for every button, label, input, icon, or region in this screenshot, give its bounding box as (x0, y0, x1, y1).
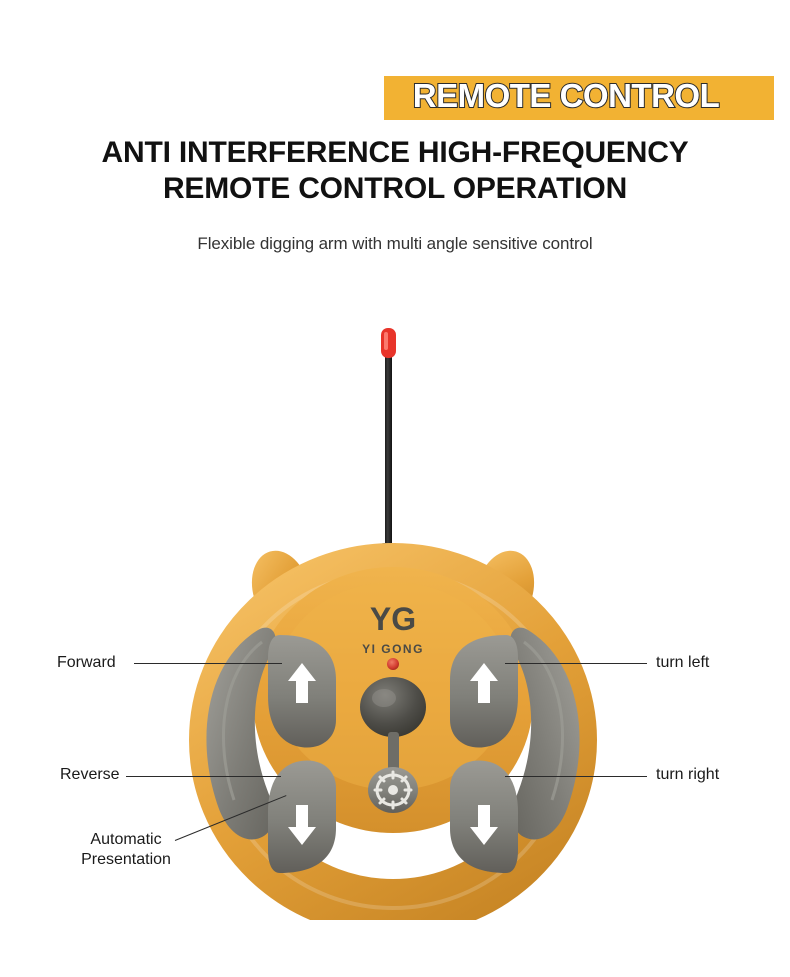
turn-right-button (450, 760, 518, 873)
callout-automatic-line-2: Presentation (81, 851, 171, 868)
callout-automatic-presentation (71, 830, 181, 870)
page-subheadline: Flexible digging arm with multi angle sensitive control (197, 234, 593, 253)
banner-title: REMOTE CONTROL (412, 77, 720, 114)
reverse-button (268, 760, 336, 873)
leader-line-turn-right (505, 776, 647, 777)
callout-turn-left: turn left (656, 654, 710, 671)
remote-control-illustration (0, 300, 790, 920)
callout-turn-right: turn right (656, 766, 720, 783)
callout-automatic-line-1: Automatic (90, 831, 162, 848)
brand-name-text: YI GONG (362, 642, 424, 656)
leader-line-forward (134, 663, 282, 664)
automatic-presentation-button (368, 767, 418, 813)
leader-line-turn-left (505, 663, 647, 664)
headline-line-1: ANTI INTERFERENCE HIGH-FREQUENCY (101, 136, 689, 169)
headline-line-2: REMOTE CONTROL OPERATION (162, 172, 628, 205)
callout-reverse: Reverse (60, 766, 120, 783)
antenna (378, 328, 400, 573)
page-headline (0, 135, 790, 207)
leader-line-reverse (126, 776, 281, 777)
callout-forward: Forward (57, 654, 116, 671)
power-led (387, 658, 399, 670)
forward-button (268, 635, 336, 748)
turn-left-button (450, 635, 518, 748)
brand-mark-text: YG (369, 601, 417, 637)
